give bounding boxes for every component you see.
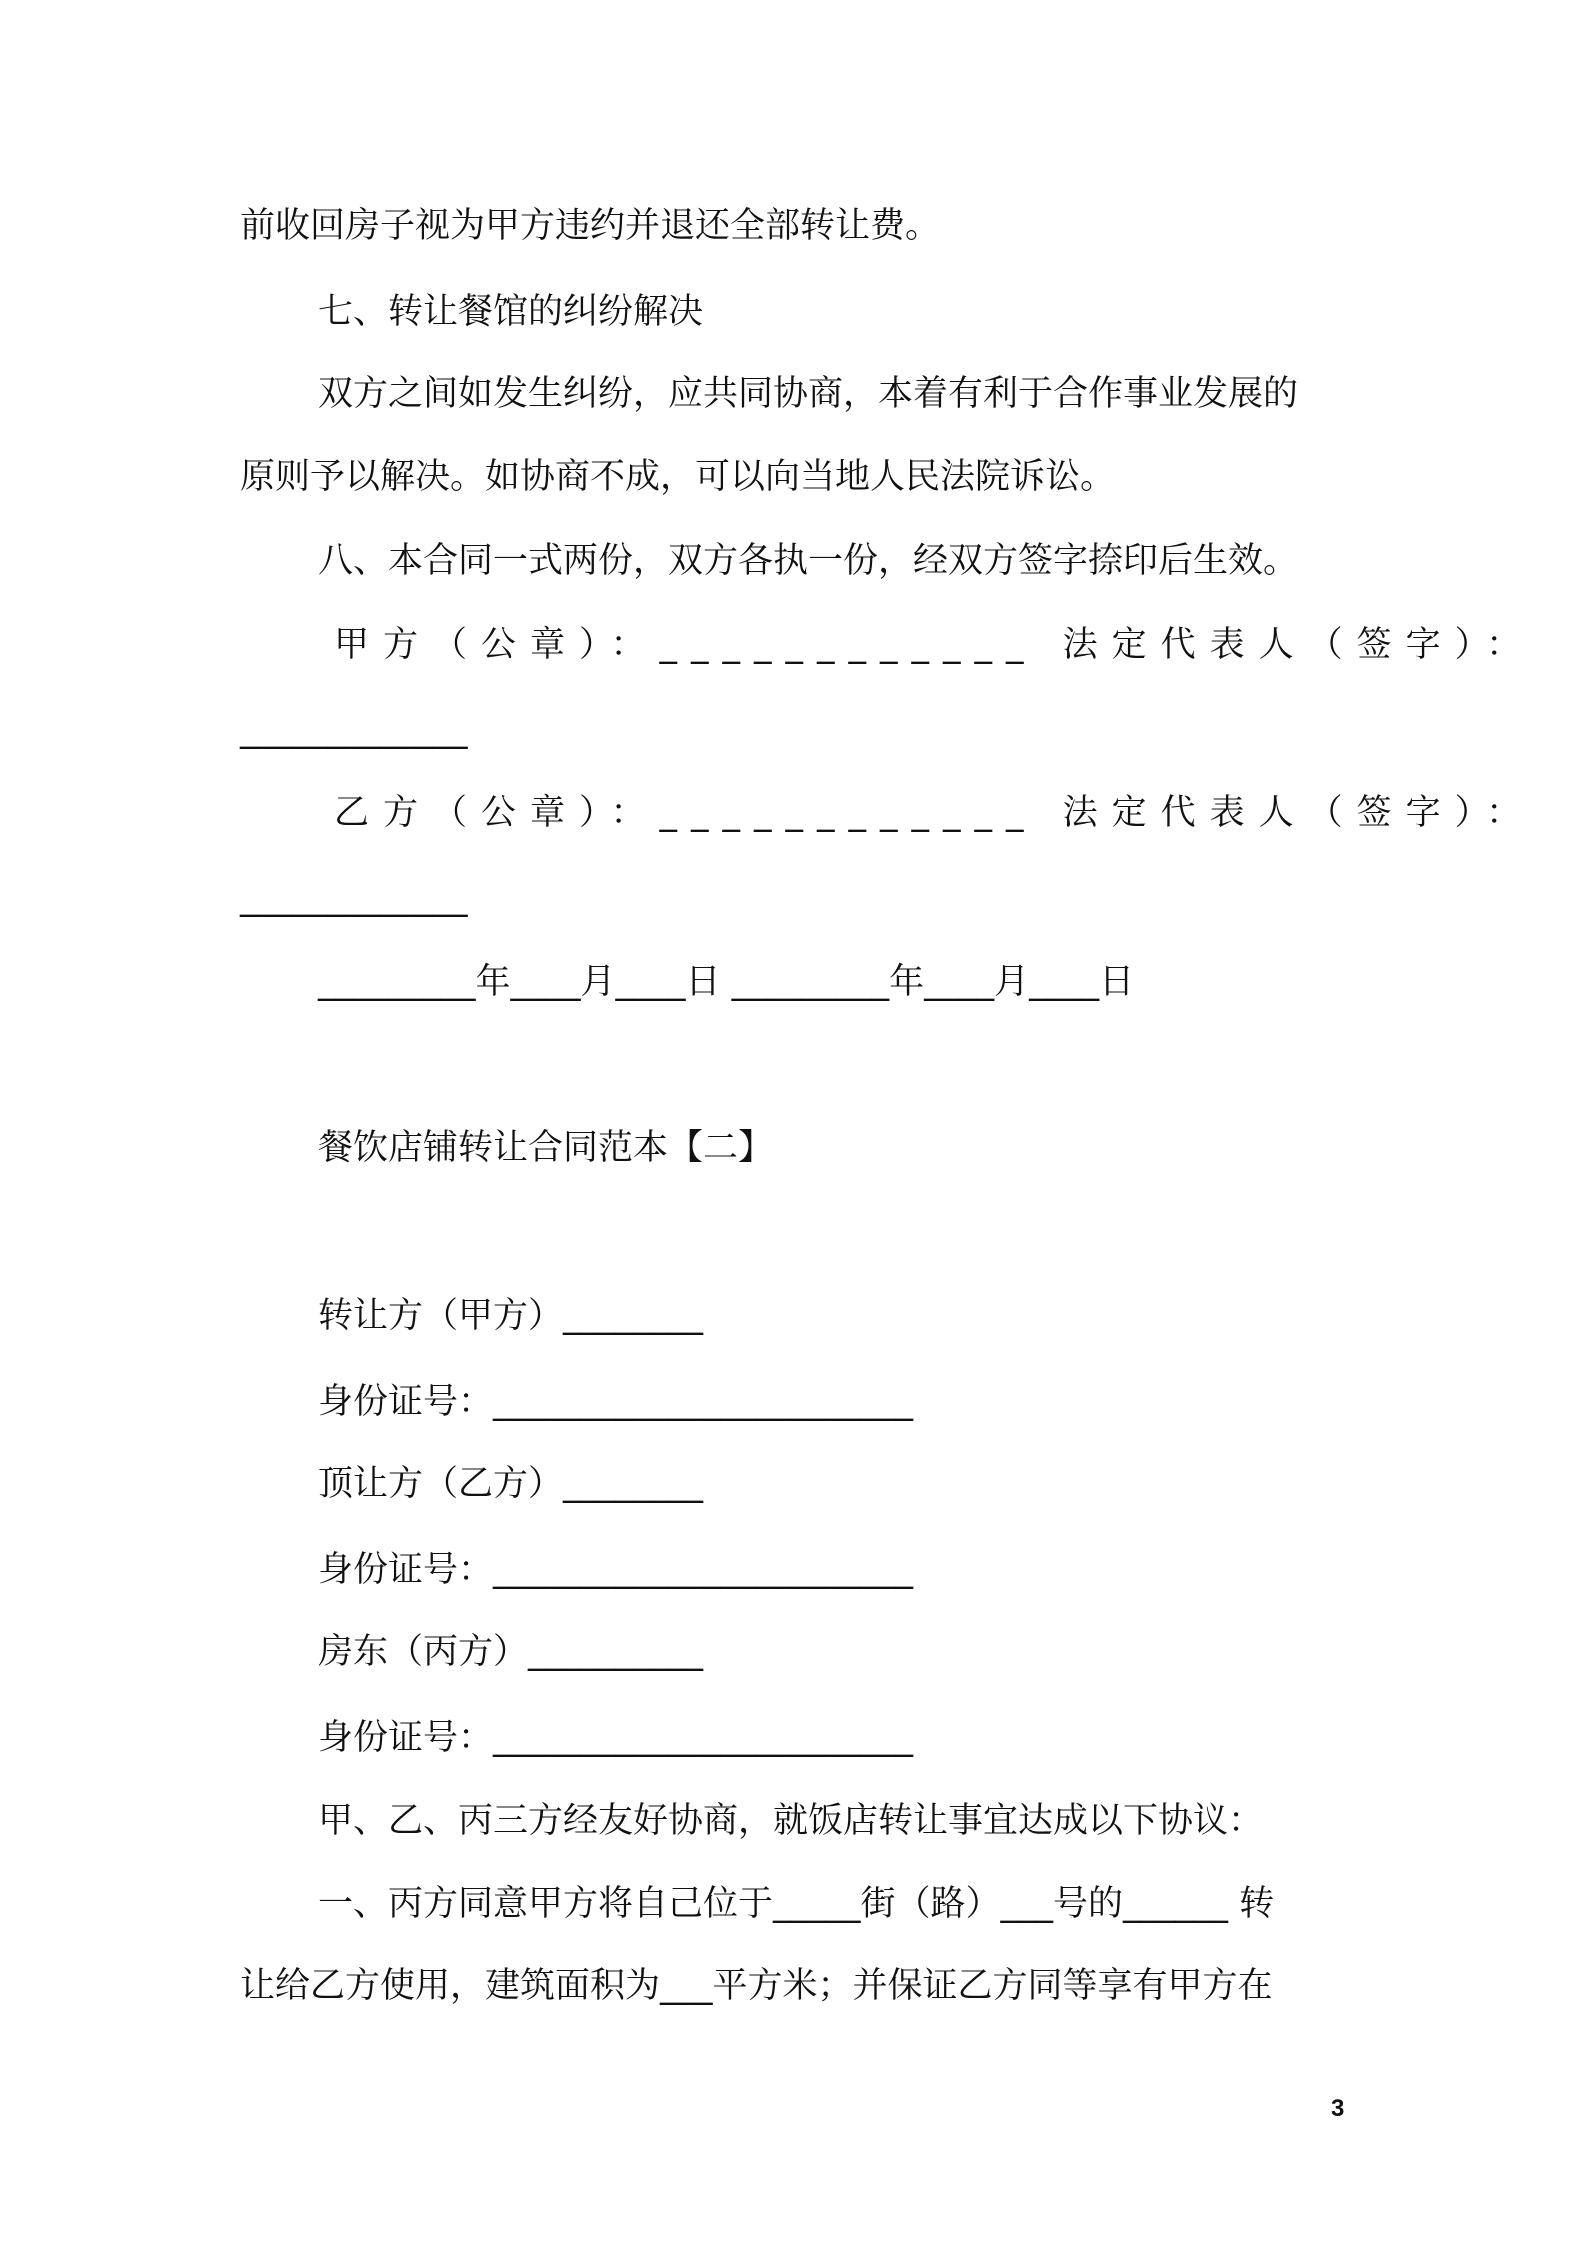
paragraph-line: 八、本合同一式两份，双方各执一份，经双方签字捺印后生效。: [318, 541, 1299, 581]
signature-line-party-b: 乙方（公章）：____________ 法定代表人（签字）：: [334, 793, 1536, 833]
field-line: 身份证号：________________________: [318, 1718, 914, 1758]
field-line: 顶让方（乙方）________: [318, 1464, 704, 1504]
page-number: 3: [1331, 2095, 1345, 2122]
signature-blank: _____________: [240, 710, 468, 750]
field-line: 身份证号：________________________: [318, 1382, 914, 1422]
field-line: 身份证号：________________________: [318, 1550, 914, 1590]
paragraph-line: 原则予以解决。如协商不成，可以向当地人民法院诉讼。: [240, 457, 1116, 497]
paragraph-line: 前收回房子视为甲方违约并退还全部转让费。: [240, 206, 941, 246]
signature-blank: _____________: [240, 878, 468, 918]
paragraph-line: 甲、乙、丙三方经友好协商，就饭店转让事宜达成以下协议：: [318, 1801, 1264, 1841]
paragraph-line: 一、丙方同意甲方将自己位于_____街（路）___号的______ 转: [318, 1884, 1275, 1924]
signature-line-party-a: 甲方（公章）：____________ 法定代表人（签字）：: [334, 625, 1536, 665]
date-line: _________年____月____日 _________年____月____日: [318, 962, 1135, 1002]
paragraph-line: 让给乙方使用，建筑面积为___平方米；并保证乙方同等享有甲方在: [240, 1966, 1273, 2006]
field-line: 房东（丙方）__________: [318, 1632, 704, 1672]
paragraph-line: 双方之间如发生纠纷，应共同协商，本着有利于合作事业发展的: [318, 374, 1299, 414]
field-line: 转让方（甲方）________: [318, 1296, 704, 1336]
section-heading: 七、转让餐馆的纠纷解决: [318, 292, 704, 332]
contract-title: 餐饮店铺转让合同范本【二】: [318, 1128, 774, 1168]
